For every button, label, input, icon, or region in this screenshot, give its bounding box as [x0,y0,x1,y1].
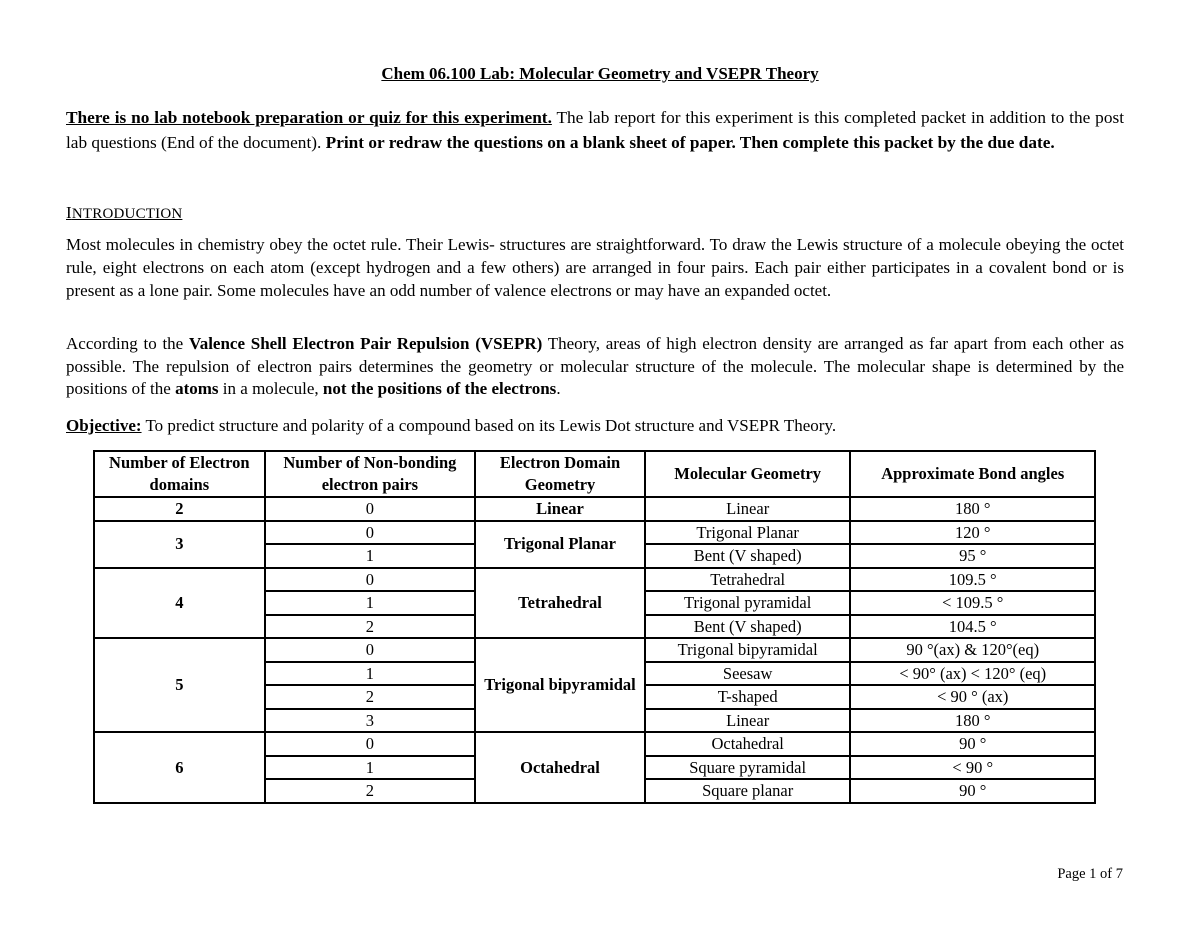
bond-angle-cell: < 90 ° (ax) [850,685,1095,709]
domain-geometry-cell: Trigonal bipyramidal [475,638,645,732]
notice-lead: There is no lab notebook preparation or quiz for this experiment. [66,108,552,127]
objective-paragraph [66,414,1124,437]
molecular-geometry-cell: Seesaw [645,662,851,686]
nonbonding-cell: 0 [265,521,476,545]
introduction-heading [66,203,182,223]
bond-angle-cell: 95 ° [850,544,1095,568]
molecular-geometry-cell: Bent (V shaped) [645,544,851,568]
nonbonding-cell: 2 [265,685,476,709]
notice-instructions: Print or redraw the questions on a blank sheet of paper. Then complete this packet by the due date. [325,133,1055,152]
header-molecular-geometry: Molecular Geometry [645,451,851,497]
table-row [94,497,1095,521]
introduction-heading-rest: NTRODUCTION [71,206,183,222]
bond-angle-cell: 90 °(ax) & 120°(eq) [850,638,1095,662]
notice-paragraph [66,105,1124,155]
table-row [94,638,1095,662]
vsepr-text-2: Theory, areas of high electron density are arranged as far apart from each other as possible. The repulsion of electron pairs determines the geometry or molecular structure of the molecule. The molecular shape is determined by the positions of the [66,334,1124,398]
vsepr-paragraph [66,333,1124,401]
bond-angle-cell: 90 ° [850,779,1095,803]
molecular-geometry-cell: Trigonal pyramidal [645,591,851,615]
introduction-heading-initial: I [66,203,72,222]
introduction-paragraph: Most molecules in chemistry obey the octet rule. Their Lewis- structures are straightforward. To draw the Lewis structure of a molecule obeying the octet rule, eight electrons on each atom (except hydrogen and a few others) are arranged in four pairs. Each pair either participates in a covalent bond or is present as a lone pair. Some molecules have an odd number of valence electrons or may have an expanded octet. [66,235,1124,300]
nonbonding-cell: 0 [265,638,476,662]
bond-angle-cell: < 90° (ax) < 120° (eq) [850,662,1095,686]
molecular-geometry-cell: Square pyramidal [645,756,851,780]
molecular-geometry-cell: Bent (V shaped) [645,615,851,639]
molecular-geometry-cell: Square planar [645,779,851,803]
bond-angle-cell: 180 ° [850,709,1095,733]
header-electron-domain-geometry: Electron Domain Geometry [475,451,645,497]
molecular-geometry-cell: Octahedral [645,732,851,756]
bond-angle-cell: < 109.5 ° [850,591,1095,615]
table-row [94,521,1095,545]
nonbonding-cell: 2 [265,615,476,639]
vsepr-bold-3: not the positions of the electrons [322,379,557,398]
bond-angle-cell: 120 ° [850,521,1095,545]
page-title: Chem 06.100 Lab: Molecular Geometry and VSEPR Theory [381,64,819,83]
vsepr-bold-2: atoms [175,379,219,398]
domain-geometry-cell: Trigonal Planar [475,521,645,568]
domains-cell: 2 [94,497,265,521]
table-row [94,568,1095,592]
nonbonding-cell: 1 [265,591,476,615]
bond-angle-cell: < 90 ° [850,756,1095,780]
header-nonbonding-pairs: Number of Non-bonding electron pairs [265,451,476,497]
domain-geometry-cell: Tetrahedral [475,568,645,639]
domains-cell: 4 [94,568,265,639]
nonbonding-cell: 1 [265,544,476,568]
bond-angle-cell: 104.5 ° [850,615,1095,639]
domains-cell: 3 [94,521,265,568]
domains-cell: 6 [94,732,265,803]
objective-text: To predict structure and polarity of a compound based on its Lewis Dot structure and VSEPR Theory. [141,416,837,435]
vsepr-table [93,450,1096,804]
nonbonding-cell: 1 [265,662,476,686]
molecular-geometry-cell: Tetrahedral [645,568,851,592]
molecular-geometry-cell: Trigonal Planar [645,521,851,545]
page-number: Page 1 of 7 [1057,866,1123,882]
notice-body: The lab report for this experiment is this completed packet in addition to the post lab questions (End of the document). [66,108,1124,152]
vsepr-bold-1: Valence Shell Electron Pair Repulsion (VSEPR) [188,334,543,353]
nonbonding-cell: 0 [265,497,476,521]
vsepr-text-3: in a molecule, [218,379,323,398]
objective-label: Objective: [66,416,142,435]
nonbonding-cell: 3 [265,709,476,733]
molecular-geometry-cell: T-shaped [645,685,851,709]
bond-angle-cell: 90 ° [850,732,1095,756]
nonbonding-cell: 0 [265,732,476,756]
table-row [94,732,1095,756]
domain-geometry-cell: Linear [475,497,645,521]
table-header-row [94,451,1095,497]
domain-geometry-cell: Octahedral [475,732,645,803]
nonbonding-cell: 0 [265,568,476,592]
molecular-geometry-cell: Linear [645,709,851,733]
bond-angle-cell: 109.5 ° [850,568,1095,592]
header-bond-angles: Approximate Bond angles [850,451,1095,497]
header-electron-domains: Number of Electron domains [94,451,265,497]
vsepr-text-4: . [556,379,561,398]
molecular-geometry-cell: Trigonal bipyramidal [645,638,851,662]
nonbonding-cell: 2 [265,779,476,803]
vsepr-text-1: According to the [66,334,189,353]
domains-cell: 5 [94,638,265,732]
molecular-geometry-cell: Linear [645,497,851,521]
nonbonding-cell: 1 [265,756,476,780]
bond-angle-cell: 180 ° [850,497,1095,521]
